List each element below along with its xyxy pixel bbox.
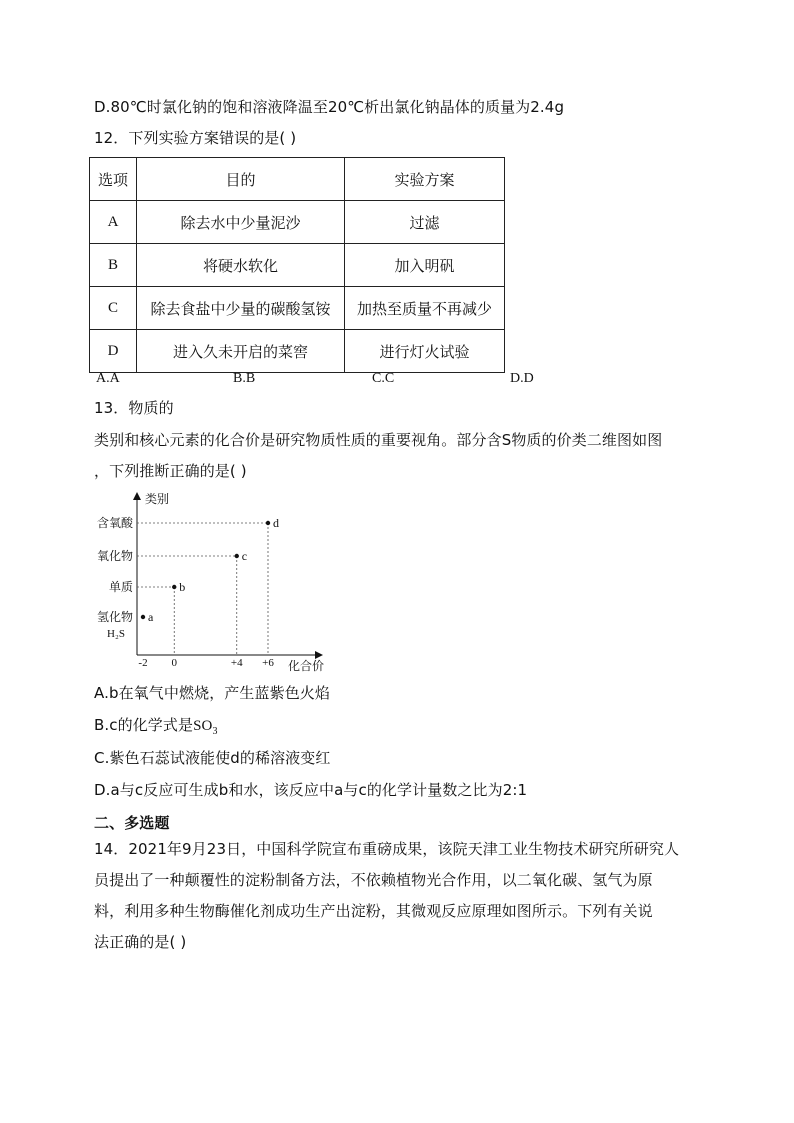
y-category-label: 含氧酸 [96,516,133,530]
question-12-option-d: D.D [510,371,534,386]
table-cell: 加热至质量不再减少 [345,287,505,330]
question-13-stem-line-3: ，下列推断正确的是( ) [94,462,247,480]
table-cell: D [90,330,137,373]
y-category-label: 氧化物 [96,549,133,563]
question-12-option-b: B.B [233,371,256,386]
option-b-formula: SO [193,718,213,734]
question-14-line-1: 14．2021年9月23日，中国科学院宣布重磅成果，该院天津工业生物技术研究所研究人 [94,840,680,858]
data-point-label-a: a [148,610,154,624]
table-header-cell: 实验方案 [345,158,505,201]
chart-svg [88,486,348,676]
table-cell: 过滤 [345,201,505,244]
table-cell: 加入明矾 [345,244,505,287]
option-b-prefix: B.c的化学式是 [94,716,194,734]
data-point-c [235,554,239,558]
x-tick-label: +4 [230,657,243,669]
question-13-option-d: D.a与c反应可生成b和水，该反应中a与c的化学计量数之比为2:1 [94,781,528,799]
data-point-a [141,615,145,619]
table-header-row [90,158,505,201]
option-b-formula-subscript: 3 [212,726,218,737]
y-extra-label: H₂S [107,628,125,640]
data-point-label-d: d [273,516,279,530]
question-14-line-3: 料，利用多种生物酶催化剂成功生产出淀粉，其微观反应原理如图所示。下列有关说 [94,902,653,920]
table-cell: 除去食盐中少量的碳酸氢铵 [137,287,345,330]
valence-category-chart [88,486,348,676]
table-header-cell: 目的 [137,158,345,201]
table-cell: 除去水中少量泥沙 [137,201,345,244]
question-13-stem-line-2: 类别和核心元素的化合价是研究物质性质的重要视角。部分含S物质的价类二维图如图 [94,431,663,449]
question-13-option-b [94,714,218,739]
x-tick-label: -2 [138,657,148,669]
question-12-table [89,157,505,373]
x-tick-label: 0 [171,657,177,669]
table-cell: 进行灯火试验 [345,330,505,373]
question-12-table-container [89,157,504,369]
previous-option-d: D.80℃时氯化钠的饱和溶液降温至20℃析出氯化钠晶体的质量为2.4g [94,98,565,116]
table-row [90,287,505,330]
table-cell: A [90,201,137,244]
question-12-option-c: C.C [372,371,395,386]
data-point-label-c: c [241,549,248,563]
question-12-stem: 12．下列实验方案错误的是( ) [94,129,297,147]
question-12-option-a: A.A [96,371,120,386]
question-13-option-a: A.b在氧气中燃烧，产生蓝紫色火焰 [94,684,330,702]
table-cell: 将硬水软化 [137,244,345,287]
section-title-multiple-choice: 二、多选题 [94,815,170,832]
table-row [90,244,505,287]
y-axis-label: 类别 [145,492,170,506]
table-cell: B [90,244,137,287]
x-tick-label: +6 [262,657,274,669]
y-category-label: 单质 [108,580,133,594]
table-header-cell: 选项 [90,158,137,201]
table-cell: 进入久未开启的菜窖 [137,330,345,373]
data-point-label-b: b [179,580,186,594]
table-row [90,201,505,244]
question-14-line-4: 法正确的是( ) [94,933,187,951]
data-point-b [172,585,176,589]
question-13-stem-line-1: 13．物质的 [94,399,174,417]
question-13-option-c: C.紫色石蕊试液能使d的稀溶液变红 [94,749,331,767]
question-14-line-2: 员提出了一种颠覆性的淀粉制备方法，不依赖植物光合作用，以二氧化碳、氢气为原 [94,871,653,889]
y-category-label: 氢化物 [96,610,133,624]
table-cell: C [90,287,137,330]
data-point-d [266,521,270,525]
chart-marks-group [97,516,279,669]
chart-axes-group [137,491,324,673]
table-row [90,330,505,373]
x-axis-label: 化合价 [288,659,325,673]
